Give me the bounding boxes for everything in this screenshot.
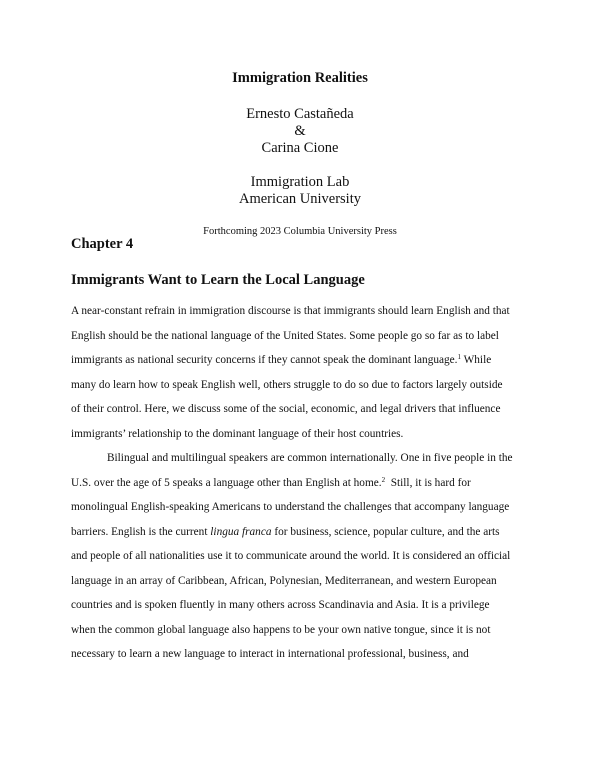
italic-term: lingua franca bbox=[210, 525, 272, 538]
text-line: many do learn how to speak English well, others struggle to do so due to factors largely outside bbox=[71, 378, 503, 391]
text-span: immigrants as national security concerns if they cannot speak the dominant language. bbox=[71, 354, 458, 366]
text-line: of their control. Here, we discuss some of the social, economic, and legal drivers that influence bbox=[71, 403, 501, 415]
text-line: immigrants’ relationship to the dominant language of their host countries. bbox=[71, 427, 404, 440]
ampersand: & bbox=[294, 123, 306, 139]
paragraph-2 bbox=[71, 446, 533, 667]
text-line: necessary to learn a new language to interact in international professional, business, and bbox=[71, 648, 469, 660]
footnote-ref-2[interactable]: 2 bbox=[381, 475, 386, 484]
text-line: monolingual English-speaking Americans to understand the challenges that accompany language bbox=[71, 501, 510, 513]
section-heading: Immigrants Want to Learn the Local Language bbox=[71, 272, 365, 288]
text-line: language in an array of Caribbean, African, Polynesian, Mediterranean, and western European bbox=[71, 574, 497, 587]
text-line: Bilingual and multilingual speakers are common internationally. One in five people in the bbox=[107, 452, 513, 464]
publication-note: Forthcoming 2023 Columbia University Press bbox=[203, 226, 397, 237]
affiliation bbox=[0, 174, 600, 208]
text-span: for business, science, popular culture, and the arts bbox=[271, 525, 500, 538]
text-span: Still, it is hard for bbox=[385, 476, 471, 489]
affiliation-university: American University bbox=[238, 191, 361, 207]
author-1: Ernesto Castañeda bbox=[246, 106, 354, 122]
author-2: Carina Cione bbox=[261, 140, 339, 156]
affiliation-lab: Immigration Lab bbox=[250, 174, 350, 190]
text-line: when the common global language also happens to be your own native tongue, since it is not bbox=[71, 623, 491, 636]
text-span: While bbox=[461, 354, 492, 366]
text-line bbox=[71, 520, 533, 545]
text-span: barriers. English is the current bbox=[71, 525, 211, 538]
footnote-ref-1[interactable]: 1 bbox=[457, 353, 461, 361]
text-line: and people of all nationalities use it to communicate around the world. It is considered an official bbox=[71, 550, 511, 562]
text-span: U.S. over the age of 5 speaks a language other than English at home. bbox=[71, 476, 382, 489]
chapter-label: Chapter 4 bbox=[71, 236, 134, 252]
front-matter bbox=[0, 68, 600, 239]
text-line: English should be the national language of the United States. Some people go so far as to label bbox=[71, 329, 499, 342]
text-line bbox=[71, 348, 533, 373]
text-line: countries and is spoken fluently in many others across Scandinavia and Asia. It is a privilege bbox=[71, 599, 490, 611]
text-line bbox=[71, 471, 533, 496]
text-line: A near-constant refrain in immigration discourse is that immigrants should learn English and that bbox=[71, 305, 510, 317]
document-title: Immigration Realities bbox=[232, 70, 368, 86]
paragraph-1 bbox=[71, 299, 533, 446]
body-text bbox=[71, 299, 533, 667]
authors bbox=[0, 106, 600, 157]
